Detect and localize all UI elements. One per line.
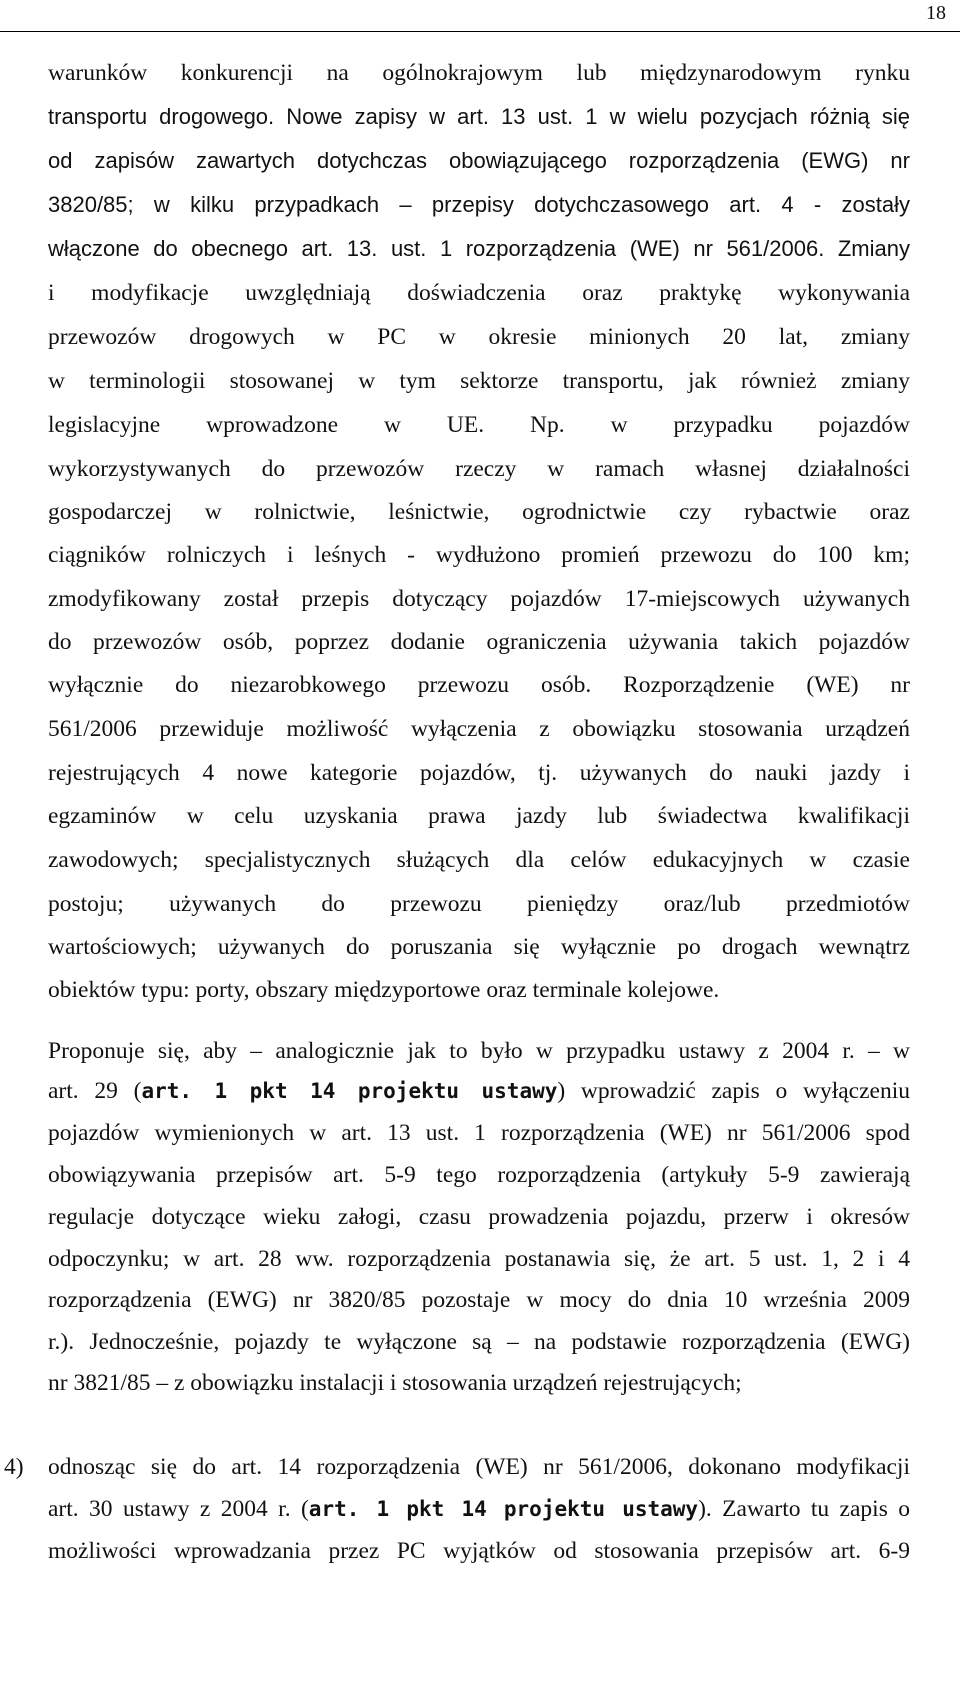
paragraph-1-line: gospodarczej w rolnictwie, leśnictwie, ogrodnictwie czy rybactwie oraz xyxy=(48,499,910,525)
paragraph-2-line: r.). Jednocześnie, pojazdy te wyłączone są – na podstawie rozporządzenia (EWG) xyxy=(48,1329,910,1355)
paragraph-2-line xyxy=(48,1076,910,1106)
paragraph-1-line: zmodyfikowany został przepis dotyczący pojazdów 17-miejscowych używanych xyxy=(48,586,910,612)
paragraph-2-line: nr 3821/85 – z obowiązku instalacji i stosowania urządzeń rejestrujących; xyxy=(48,1370,742,1396)
paragraph-1-line: od zapisów zawartych dotychczas obowiązującego rozporządzenia (EWG) nr xyxy=(48,148,910,173)
text-run: ). Zawarto tu zapis o xyxy=(698,1496,910,1522)
paragraph-2-line: obowiązywania przepisów art. 5-9 tego rozporządzenia (artykuły 5-9 zawierają xyxy=(48,1162,910,1188)
paragraph-1-line: włączone do obecnego art. 13. ust. 1 rozporządzenia (WE) nr 561/2006. Zmiany xyxy=(48,236,910,261)
paragraph-2-line: Proponuje się, aby – analogicznie jak to było w przypadku ustawy z 2004 r. – w xyxy=(48,1038,910,1064)
paragraph-1-line: ciągników rolniczych i leśnych - wydłużono promień przewozu do 100 km; xyxy=(48,542,910,568)
paragraph-1-line: 561/2006 przewiduje możliwość wyłączenia z obowiązku stosowania urządzeń xyxy=(48,716,910,742)
paragraph-1-line: zawodowych; specjalistycznych służących dla celów edukacyjnych w czasie xyxy=(48,847,910,873)
paragraph-1-line: wartościowych; używanych do poruszania się wyłącznie po drogach wewnątrz xyxy=(48,934,910,960)
paragraph-1-line: 3820/85; w kilku przypadkach – przepisy dotychczasowego art. 4 - zostały xyxy=(48,192,910,217)
paragraph-1-line: transportu drogowego. Nowe zapisy w art. 13 ust. 1 w wielu pozycjach różnią się xyxy=(48,104,910,129)
bold-reference: art. 1 pkt 14 projektu ustawy xyxy=(141,1079,558,1103)
bold-reference: art. 1 pkt 14 projektu ustawy xyxy=(308,1497,699,1521)
text-run: ) wprowadzić zapis o wyłączeniu xyxy=(557,1078,910,1104)
list-item-line xyxy=(48,1494,910,1524)
paragraph-2-line: odpoczynku; w art. 28 ww. rozporządzenia postanawia się, że art. 5 ust. 1, 2 i 4 xyxy=(48,1246,910,1272)
paragraph-1-line: egzaminów w celu uzyskania prawa jazdy lub świadectwa kwalifikacji xyxy=(48,803,910,829)
paragraph-1-line: legislacyjne wprowadzone w UE. Np. w przypadku pojazdów xyxy=(48,412,910,438)
header-rule xyxy=(0,31,960,32)
list-item-line: odnosząc się do art. 14 rozporządzenia (WE) nr 561/2006, dokonano modyfikacji xyxy=(48,1454,910,1480)
text-run: art. 30 ustawy z 2004 r. ( xyxy=(48,1496,309,1522)
paragraph-1-line: wyłącznie do niezarobkowego przewozu osób. Rozporządzenie (WE) nr xyxy=(48,672,910,698)
text-run: art. 29 ( xyxy=(48,1078,142,1104)
list-marker: 4) xyxy=(4,1454,24,1480)
paragraph-1-line: przewozów drogowych w PC w okresie minionych 20 lat, zmiany xyxy=(48,324,910,350)
paragraph-1-line: w terminologii stosowanej w tym sektorze transportu, jak również zmiany xyxy=(48,368,910,394)
list-item-line: możliwości wprowadzania przez PC wyjątków od stosowania przepisów art. 6-9 xyxy=(48,1538,910,1564)
paragraph-2-line: regulacje dotyczące wieku załogi, czasu prowadzenia pojazdu, przerw i okresów xyxy=(48,1204,910,1230)
paragraph-1-line: wykorzystywanych do przewozów rzeczy w ramach własnej działalności xyxy=(48,456,910,482)
page-number: 18 xyxy=(926,2,946,24)
paragraph-1-line: obiektów typu: porty, obszary międzyportowe oraz terminale kolejowe. xyxy=(48,977,720,1003)
paragraph-1-line: rejestrujących 4 nowe kategorie pojazdów, tj. używanych do nauki jazdy i xyxy=(48,760,910,786)
paragraph-1-line: warunków konkurencji na ogólnokrajowym lub międzynarodowym rynku xyxy=(48,60,910,86)
paragraph-1-line: i modyfikacje uwzględniają doświadczenia oraz praktykę wykonywania xyxy=(48,280,910,306)
paragraph-1-line: do przewozów osób, poprzez dodanie ograniczenia używania takich pojazdów xyxy=(48,629,910,655)
paragraph-2-line: pojazdów wymienionych w art. 13 ust. 1 rozporządzenia (WE) nr 561/2006 spod xyxy=(48,1120,910,1146)
paragraph-2-line: rozporządzenia (EWG) nr 3820/85 pozostaje w mocy do dnia 10 września 2009 xyxy=(48,1287,910,1313)
paragraph-1-line: postoju; używanych do przewozu pieniędzy oraz/lub przedmiotów xyxy=(48,891,910,917)
